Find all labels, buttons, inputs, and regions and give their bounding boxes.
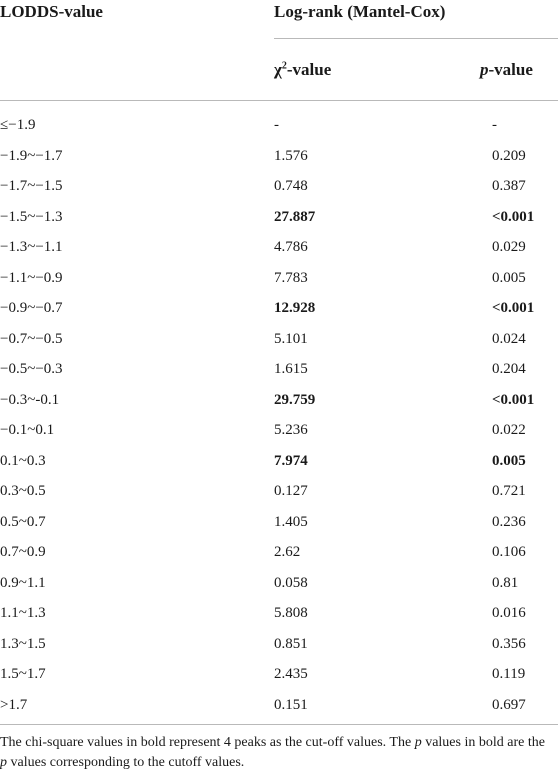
cell-chi-square: 7.783 xyxy=(274,269,308,286)
cell-chi-square: 0.058 xyxy=(274,574,308,591)
cell-p-value: 0.106 xyxy=(492,544,526,560)
cell-p-value: 0.005 xyxy=(492,452,526,469)
table-row xyxy=(0,386,558,416)
cell-lodds-range: −1.9~−1.7 xyxy=(0,147,63,164)
table-row xyxy=(0,508,558,538)
cell-lodds-range: −1.7~−1.5 xyxy=(0,178,63,194)
table-row xyxy=(0,660,558,690)
cell-lodds-range: −0.5~−0.3 xyxy=(0,361,63,377)
cell-chi-square: 0.127 xyxy=(274,483,308,499)
cell-p-value: 0.81 xyxy=(492,574,519,591)
cell-lodds-range: >1.7 xyxy=(0,696,28,713)
cell-lodds-range: 0.5~0.7 xyxy=(0,513,46,530)
bottom-rule xyxy=(0,724,558,725)
table-row xyxy=(0,599,558,629)
cell-p-value: 0.016 xyxy=(492,605,526,621)
cell-lodds-range: −1.3~−1.1 xyxy=(0,239,63,255)
table-row xyxy=(0,203,558,233)
cell-lodds-range: −0.7~−0.5 xyxy=(0,330,63,347)
table-row xyxy=(0,233,558,263)
cell-chi-square: 1.405 xyxy=(274,513,308,530)
cell-lodds-range: 0.9~1.1 xyxy=(0,574,46,591)
table-row xyxy=(0,172,558,202)
cell-lodds-range: ≤−1.9 xyxy=(0,117,36,133)
table-row xyxy=(0,325,558,355)
cell-chi-square: 5.236 xyxy=(274,422,308,438)
cell-chi-square: 5.808 xyxy=(274,605,308,621)
table-row xyxy=(0,355,558,385)
cell-chi-square: 12.928 xyxy=(274,300,316,316)
table-row xyxy=(0,691,558,721)
table-row xyxy=(0,630,558,660)
header-p-value: p-value xyxy=(480,60,533,79)
cell-lodds-range: −1.5~−1.3 xyxy=(0,208,63,225)
cell-lodds-range: −0.1~0.1 xyxy=(0,422,55,438)
cell-chi-square: 1.615 xyxy=(274,361,308,377)
cell-chi-square: 5.101 xyxy=(274,330,308,347)
cell-lodds-range: −0.9~−0.7 xyxy=(0,300,63,316)
cell-p-value: <0.001 xyxy=(492,208,535,225)
cell-p-value: 0.119 xyxy=(492,666,526,682)
cell-p-value: 0.029 xyxy=(492,239,526,255)
table-row xyxy=(0,111,558,141)
cell-lodds-range: 0.7~0.9 xyxy=(0,544,46,560)
header-log-rank: Log-rank (Mantel-Cox) xyxy=(274,2,446,21)
cell-p-value: 0.024 xyxy=(492,330,526,347)
cell-p-value: 0.387 xyxy=(492,178,526,194)
table-footnote: The chi-square values in bold represent 4 peaks as the cut-off values. The p values in bold are the p values corresponding to the cutoff values. xyxy=(0,735,545,770)
cell-lodds-range: 0.3~0.5 xyxy=(0,483,46,499)
cell-p-value: 0.204 xyxy=(492,361,526,377)
cell-p-value: 0.721 xyxy=(492,483,526,499)
cell-p-value: <0.001 xyxy=(492,391,535,408)
cell-p-value: 0.005 xyxy=(492,269,526,286)
table-row xyxy=(0,142,558,172)
cell-lodds-range: 1.5~1.7 xyxy=(0,666,46,682)
header-chi-square-value: $\chi^2$-value xyxy=(274,60,332,79)
cell-p-value: 0.209 xyxy=(492,147,526,164)
cell-chi-square: 29.759 xyxy=(274,391,316,408)
table-row xyxy=(0,447,558,477)
cell-chi-square: 0.151 xyxy=(274,696,308,713)
cell-lodds-range: 1.3~1.5 xyxy=(0,635,46,652)
header-lodds-value: LODDS-value xyxy=(0,2,103,21)
cell-chi-square: 0.748 xyxy=(274,178,308,194)
table-row xyxy=(0,294,558,324)
cell-chi-square: 27.887 xyxy=(274,208,316,225)
table-row xyxy=(0,264,558,294)
cell-p-value: <0.001 xyxy=(492,300,535,316)
cell-p-value: - xyxy=(492,117,497,133)
cell-p-value: 0.697 xyxy=(492,696,526,713)
cell-chi-square: 2.435 xyxy=(274,666,308,682)
cell-chi-square: 7.974 xyxy=(274,452,308,469)
table-row xyxy=(0,569,558,599)
cell-chi-square: 0.851 xyxy=(274,635,308,652)
cell-chi-square: 2.62 xyxy=(274,544,301,560)
cell-lodds-range: 0.1~0.3 xyxy=(0,452,46,469)
cell-lodds-range: 1.1~1.3 xyxy=(0,605,46,621)
cell-p-value: 0.356 xyxy=(492,635,526,652)
cell-lodds-range: −1.1~−0.9 xyxy=(0,269,63,286)
group-rule xyxy=(274,38,558,39)
cell-chi-square: 1.576 xyxy=(274,147,308,164)
table-row xyxy=(0,416,558,446)
table-row xyxy=(0,538,558,568)
table-row xyxy=(0,477,558,507)
cell-p-value: 0.022 xyxy=(492,422,526,438)
cell-chi-square: - xyxy=(274,117,279,133)
cell-p-value: 0.236 xyxy=(492,513,526,530)
header-rule xyxy=(0,100,558,101)
cell-lodds-range: −0.3~-0.1 xyxy=(0,391,60,408)
cell-chi-square: 4.786 xyxy=(274,239,308,255)
